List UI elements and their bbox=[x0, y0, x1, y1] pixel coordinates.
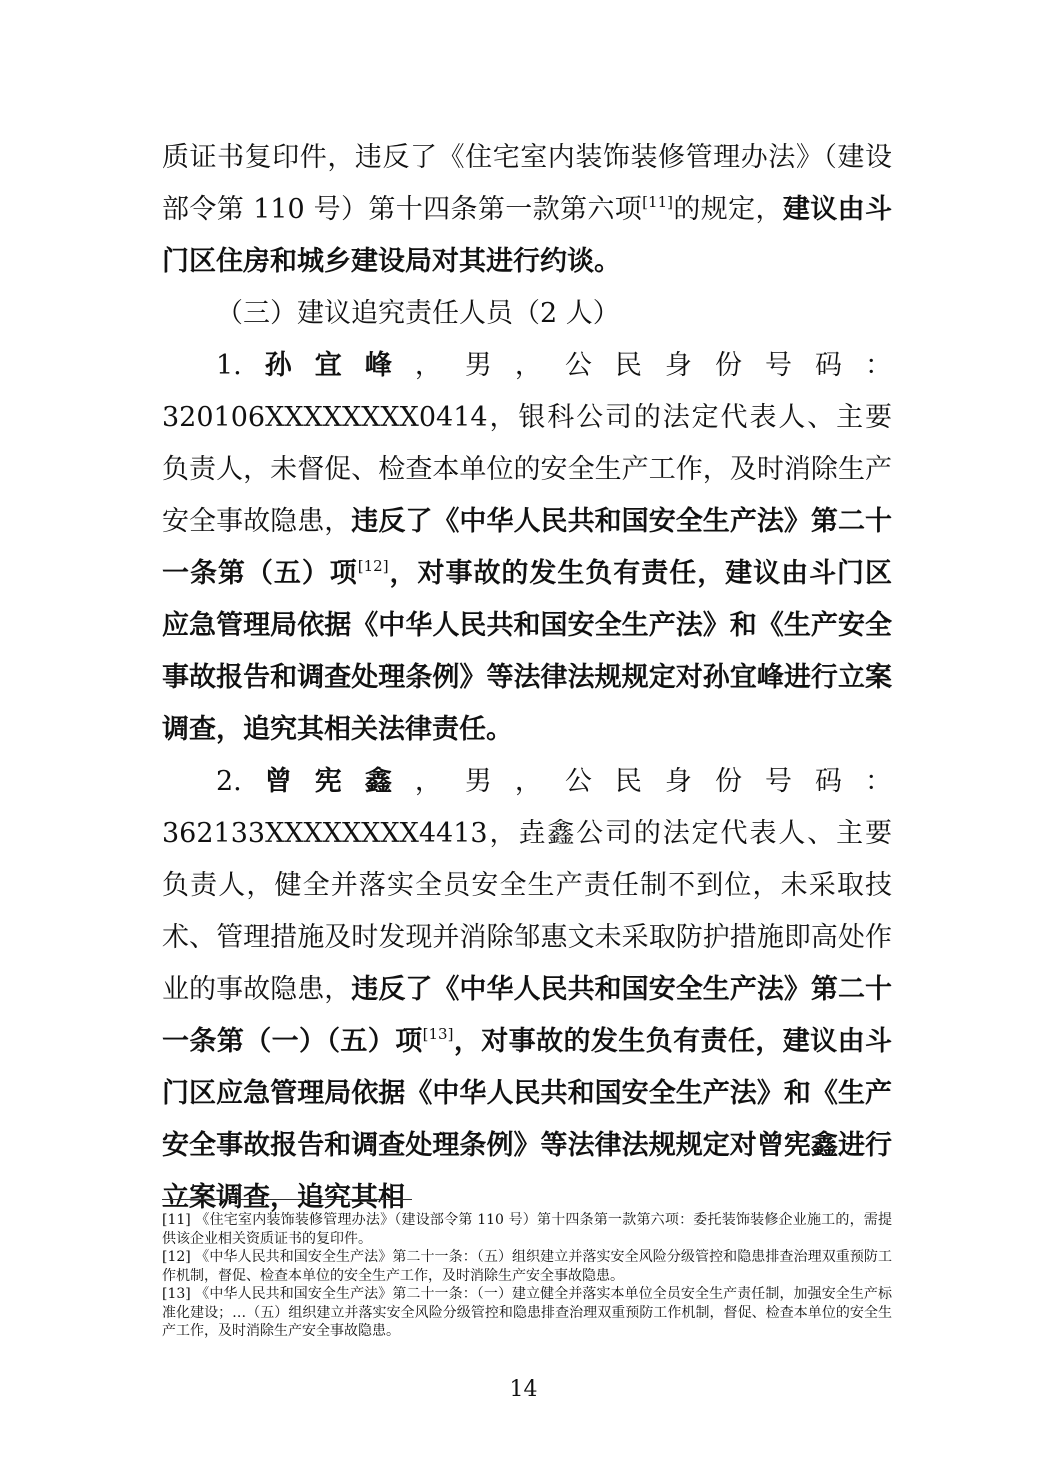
paragraph-text: ，男，公民身份号码：320106XXXXXXXX0414，银科公司的法定代表人、主要负责人，未督促、检查本单位的安全生产工作，及时消除生产安全事故隐患， bbox=[162, 350, 893, 537]
paragraph-bold-text: 建议由斗门区住房和城乡建设局对其进行约谈。 bbox=[162, 194, 893, 277]
paragraph-text: ，男，公民身份号码：362133XXXXXXXX4413，垚鑫公司的法定代表人、主要负责人，健全并落实全员安全生产责任制不到位，未采取技术、管理措施及时发现并消除邹惠文未采取防护措施即高处作业的事故隐患， bbox=[162, 766, 893, 1005]
footnote-ref-13[interactable]: [13] bbox=[422, 1025, 454, 1043]
item-number: 2. bbox=[216, 766, 242, 797]
body-paragraph-2 bbox=[162, 340, 892, 756]
footnote-divider bbox=[162, 1199, 412, 1200]
section-heading-block bbox=[162, 288, 892, 340]
footnote-ref-11[interactable]: [11] bbox=[642, 193, 673, 211]
page-number: 14 bbox=[509, 1377, 538, 1402]
footnote-11: [11] 《住宅室内装饰装修管理办法》（建设部令第 110 号）第十四条第一款第六项：委托装饰装修企业施工的，需提供该企业相关资质证书的复印件。 bbox=[162, 1212, 892, 1247]
footnote-ref-12[interactable]: [12] bbox=[357, 557, 389, 575]
paragraph-bold-text: 违反了《中华人民共和国安全生产法》第二十一条第（一）（五）项 bbox=[162, 974, 893, 1057]
section-heading: （三）建议追究责任人员（2 人） bbox=[216, 298, 620, 329]
footnote-12: [12] 《中华人民共和国安全生产法》第二十一条：（五）组织建立并落实安全风险分级管控和隐患排查治理双重预防工作机制，督促、检查本单位的安全生产工作，及时消除生产安全事故隐患。 bbox=[162, 1249, 892, 1284]
body-paragraph-1 bbox=[162, 132, 892, 288]
body-paragraph-3 bbox=[162, 756, 892, 1224]
person-name: 孙宜峰 bbox=[241, 350, 415, 381]
person-name: 曾宪鑫 bbox=[241, 766, 415, 797]
item-number: 1. bbox=[216, 350, 242, 381]
paragraph-text: 质证书复印件，违反了《住宅室内装饰装修管理办法》（建设部令第 110 号）第十四条第一款第六项 bbox=[162, 142, 892, 225]
paragraph-text: 的规定， bbox=[672, 194, 783, 225]
footnote-13: [13] 《中华人民共和国安全生产法》第二十一条：（一）建立健全并落实本单位全员安全生产责任制，加强安全生产标准化建设；…（五）组织建立并落实安全风险分级管控和隐患排查治理双重预防工作机制，督促、检查本单位的安全生产工作，及时消除生产安全事故隐患。 bbox=[162, 1286, 892, 1339]
paragraph-bold-text: 违反了《中华人民共和国安全生产法》第二十一条第（五）项 bbox=[162, 506, 893, 589]
paragraph-bold-text: ，对事故的发生负有责任，建议由斗门区应急管理局依据《中华人民共和国安全生产法》和《生产安全事故报告和调查处理条例》等法律法规规定对孙宜峰进行立案调查，追究其相关法律责任。 bbox=[162, 558, 893, 745]
footnotes bbox=[162, 1211, 892, 1341]
paragraph-bold-text: ，对事故的发生负有责任，建议由斗门区应急管理局依据《中华人民共和国安全生产法》和《生产安全事故报告和调查处理条例》等法律法规规定对曾宪鑫进行立案调查，追究其相 bbox=[162, 1026, 893, 1213]
